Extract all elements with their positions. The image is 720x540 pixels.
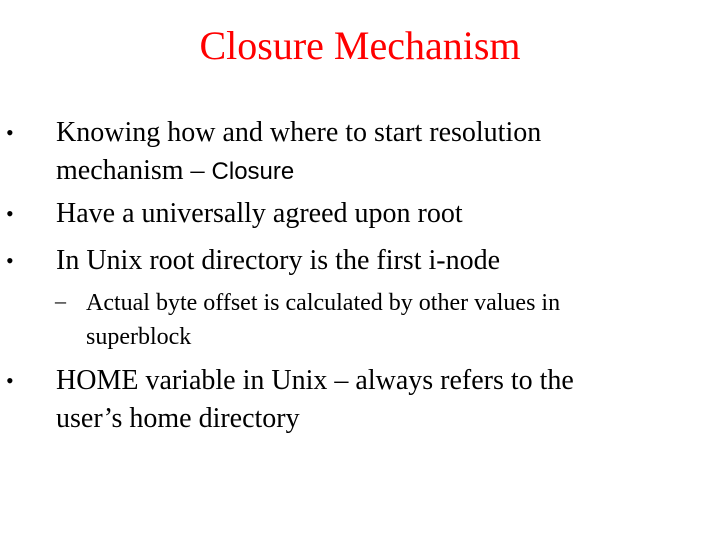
bullet-marker: • [6, 120, 14, 145]
bullet-text [56, 362, 696, 438]
sub-bullet-text-line: superblock [86, 324, 192, 350]
bullet-text-prefix: mechanism – [56, 155, 212, 186]
bullet-text: In Unix root directory is the first i-node [56, 245, 501, 276]
bullet-text-line: user’s home directory [56, 403, 300, 434]
sub-bullet-text-line: Actual byte offset is calculated by other values in [86, 290, 561, 316]
bullet-marker: • [6, 368, 14, 393]
bullet-text-line: HOME variable in Unix – always refers to the [56, 365, 574, 396]
sub-bullet-marker: – [55, 288, 66, 313]
bullet-text-line [56, 152, 696, 191]
bullet-marker: • [6, 201, 14, 226]
bullet-text [56, 114, 696, 191]
bullet-emphasis: Closure [211, 158, 295, 185]
bullet-marker: • [6, 248, 14, 273]
bullet-text-line: Knowing how and where to start resolution [56, 117, 542, 148]
sub-bullet-text [86, 286, 686, 354]
slide-title: Closure Mechanism [199, 23, 521, 68]
bullet-text: Have a universally agreed upon root [56, 198, 463, 229]
